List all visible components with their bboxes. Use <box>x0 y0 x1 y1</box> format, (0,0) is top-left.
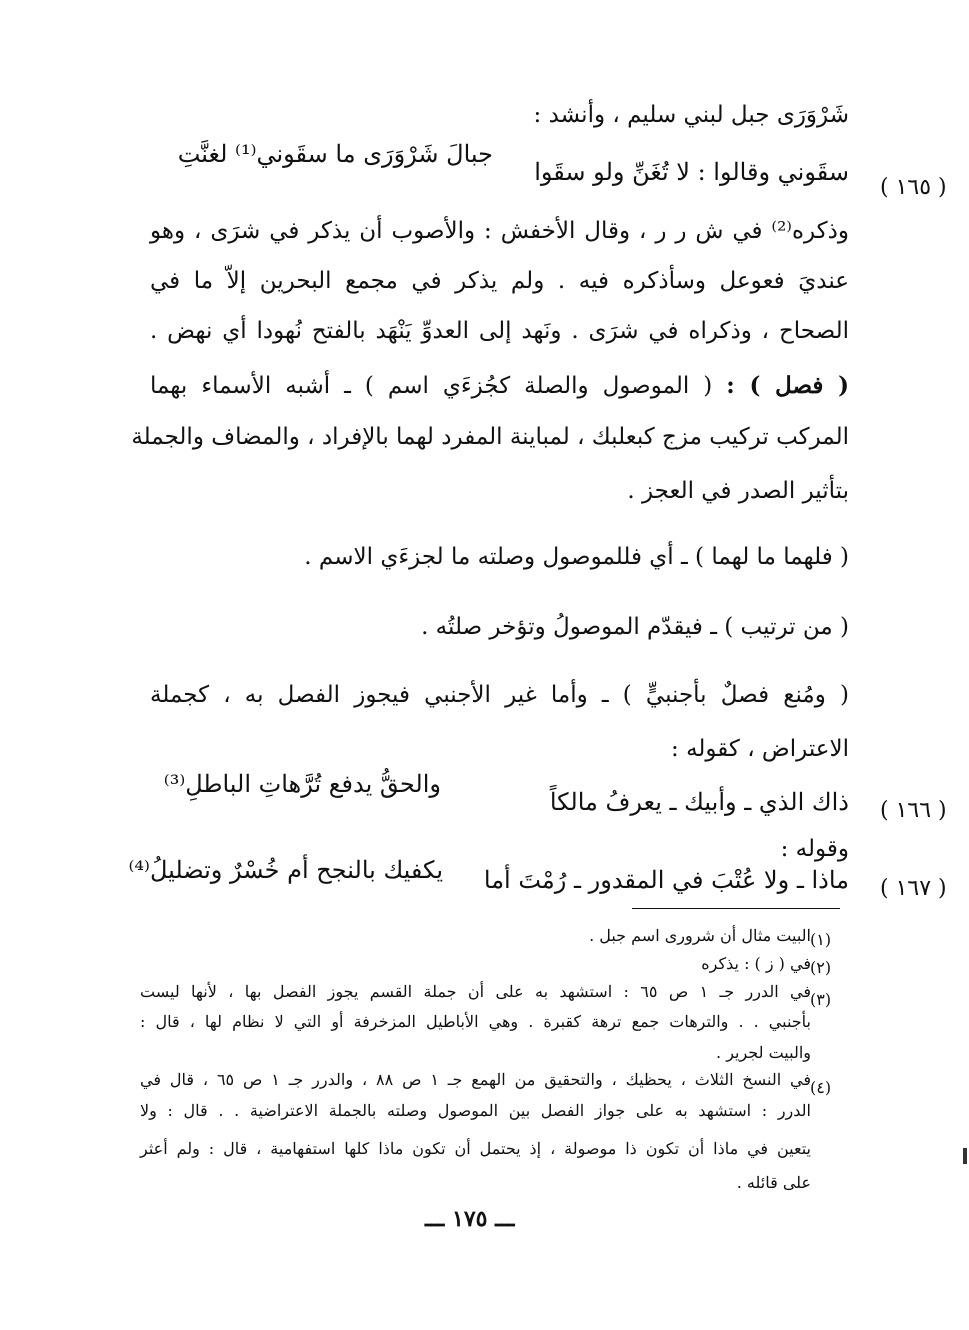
page-number: ـــ ١٧٥ ـــ <box>425 1206 515 1232</box>
text-line: ( من ترتيب ) ـ فيقدّم الموصولُ وتؤخر صلتُه . <box>421 614 849 640</box>
footnote-text: بأجنبي . . والترهات جمع ترهة كقبرة . وهي الأباطيل المزخرفة أو التي لا نظام لها ، قال : <box>140 1012 811 1031</box>
footnote-text: في ( ز ) : يذكره <box>701 954 811 973</box>
footnote-text: في الدرر جـ ١ ص ٦٥ : استشهد به على أن جملة القسم يجوز الفصل بها ، لأنها ليست <box>140 982 812 1001</box>
verse-hemistich-first: سقَوني وقالوا : لا تُغَنِّ ولو سقَوا <box>534 158 849 186</box>
verse-number: ( ١٦٦ ) <box>880 798 947 823</box>
footnote-divider <box>632 908 840 909</box>
text-line: ( ومُنع فصلٌ بأجنبيٍّ ) ـ وأما غير الأجنبي فيجوز الفصل به ، كجملة <box>150 682 849 708</box>
verse-number: ( ١٦٥ ) <box>880 175 947 200</box>
scan-edge-mark <box>963 1148 967 1164</box>
text-line: شَرْوَرَى جبل لبني سليم ، وأنشد : <box>533 102 849 128</box>
footnote-number: (١) <box>810 930 832 949</box>
footnote-text: والبيت لجرير . <box>716 1043 811 1062</box>
section-label: ( فصل ) : <box>726 372 849 399</box>
footnote-text: في النسخ الثلاث ، يحظيك ، والتحقيق من الهمع جـ ١ ص ٨٨ ، والدرر جـ ١ ص ٦٥ ، قال في <box>140 1070 812 1089</box>
section-text: ( الموصول والصلة كجُزءَي اسم ) ـ أشبه الأسماء بهما <box>150 373 727 399</box>
text-line: الصحاح ، وذكراه في شرَى . ونَهد إلى العدوِّ يَنْهَد بالفتح نُهودا أي نهض . <box>150 318 849 344</box>
section-heading-line <box>150 372 849 401</box>
footnote-number: (٣) <box>810 990 832 1009</box>
footnote-number: (٤) <box>810 1078 832 1097</box>
text-line: المركب تركيب مزج كبعلبك ، لمباينة المفرد لهما بالإفراد ، والمضاف والجملة <box>131 424 849 450</box>
text-line: الاعتراض ، كقوله : <box>671 736 849 762</box>
footnote-text: يتعين في ماذا أن تكون ذا موصولة ، إذ يحتمل أن تكون ماذا كلها استفهامية ، قال : ولم أعثر <box>140 1139 812 1158</box>
verse-hemistich-second: جبالَ شَرْوَرَى ما سقَوني⁽¹⁾ لغنَّتِ <box>177 140 493 168</box>
footnote-text: الدرر : استشهد به على جواز الفصل بين الموصول وصلته بالجملة الاعتراضية . . قال : ولا <box>140 1101 811 1120</box>
verse-hemistich-second: والحقُّ يدفع تُرَّهاتِ الباطلِ⁽³⁾ <box>163 770 441 798</box>
text-line: ( فلهما ما لهما ) ـ أي فللموصول وصلته ما لجزءَي الاسم . <box>304 544 849 570</box>
verse-hemistich-first: ذاك الذي ـ وأبيك ـ يعرفُ مالكاً <box>549 788 849 816</box>
footnote-number: (٢) <box>810 958 832 977</box>
verse-number: ( ١٦٧ ) <box>880 876 947 901</box>
text-line: وقوله : <box>780 836 849 862</box>
text-line: عنديَ فعوعل وسأذكره فيه . ولم يذكر في مجمع البحرين إلاّ ما في <box>150 268 849 294</box>
verse-hemistich-second: يكفيك بالنجح أم خُسْرٌ وتضليلُ⁽⁴⁾ <box>128 856 443 884</box>
verse-hemistich-first: ماذا ـ ولا عُتْبَ في المقدور ـ رُمْتَ أما <box>483 866 849 894</box>
footnote-text: على قائله . <box>736 1173 811 1192</box>
footnote-text: البيت مثال أن شرورى اسم جبل . <box>589 926 811 945</box>
text-line: بتأثير الصدر في العجز . <box>627 478 849 504</box>
text-line: وذكره⁽²⁾ في ش ر ر ، وقال الأخفش : والأصوب أن يذكر في شرَى ، وهو <box>150 218 849 244</box>
